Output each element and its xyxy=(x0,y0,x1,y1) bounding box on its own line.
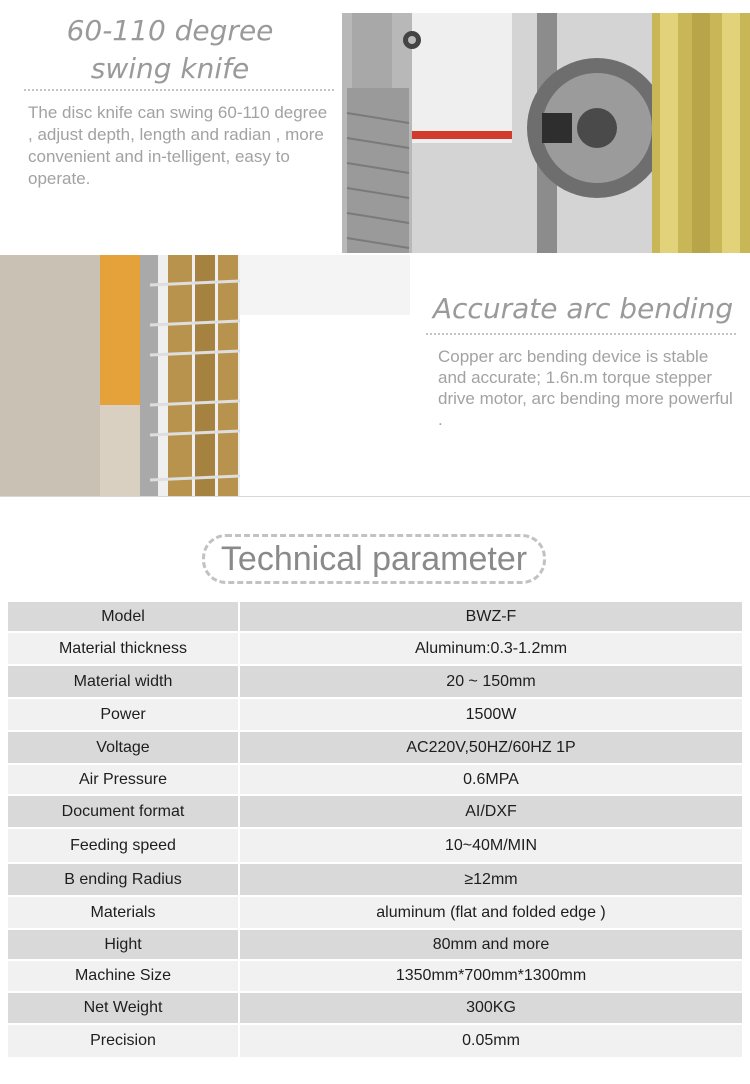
parameter-value: AI/DXF xyxy=(240,796,742,827)
parameter-value: 1500W xyxy=(240,699,742,730)
parameter-value: 1350mm*700mm*1300mm xyxy=(240,961,742,991)
parameter-value: 0.05mm xyxy=(240,1025,742,1057)
parameter-value: 300KG xyxy=(240,993,742,1023)
table-row xyxy=(8,796,742,827)
table-row xyxy=(8,732,742,763)
parameter-label: Hight xyxy=(8,930,238,959)
table-row xyxy=(8,829,742,862)
table-row xyxy=(8,633,742,664)
parameter-value: BWZ-F xyxy=(240,602,742,631)
table-row xyxy=(8,864,742,895)
section-separator xyxy=(0,496,750,497)
parameter-label: Power xyxy=(8,699,238,730)
table-row xyxy=(8,1025,742,1057)
parameter-label: Feeding speed xyxy=(8,829,238,862)
parameter-value: 10~40M/MIN xyxy=(240,829,742,862)
table-row xyxy=(8,699,742,730)
parameter-table xyxy=(8,602,742,1059)
swing-knife-title-line1: 60-110 degree xyxy=(66,14,274,47)
parameter-label: Model xyxy=(8,602,238,631)
parameter-label: Machine Size xyxy=(8,961,238,991)
parameter-label: Materials xyxy=(8,897,238,928)
arc-bending-illustration xyxy=(0,255,410,496)
dotted-divider xyxy=(24,89,334,91)
table-row xyxy=(8,765,742,794)
parameter-value: 80mm and more xyxy=(240,930,742,959)
technical-parameter-title: Technical parameter xyxy=(202,534,546,584)
table-row xyxy=(8,602,742,631)
parameter-label: Document format xyxy=(8,796,238,827)
table-row xyxy=(8,666,742,697)
table-row xyxy=(8,993,742,1023)
table-row xyxy=(8,961,742,991)
parameter-label: Voltage xyxy=(8,732,238,763)
swing-knife-illustration xyxy=(342,13,750,253)
parameter-value: 0.6MPA xyxy=(240,765,742,794)
swing-knife-title-line2: swing knife xyxy=(90,52,250,85)
parameter-label: B ending Radius xyxy=(8,864,238,895)
parameter-value: AC220V,50HZ/60HZ 1P xyxy=(240,732,742,763)
parameter-value: ≥12mm xyxy=(240,864,742,895)
parameter-value: Aluminum:0.3-1.2mm xyxy=(240,633,742,664)
parameter-value: 20 ~ 150mm xyxy=(240,666,742,697)
swing-knife-description: The disc knife can swing 60-110 degree , adjust depth, length and radian , more convenient and in-telligent, easy to operate. xyxy=(28,103,328,188)
arc-bending-photo xyxy=(0,255,410,496)
arc-bending-description: Copper arc bending device is stable and accurate; 1.6n.m torque stepper drive motor, arc bending more powerful . xyxy=(438,347,733,429)
dotted-divider xyxy=(426,333,736,335)
swing-knife-title xyxy=(20,12,320,88)
table-row xyxy=(8,930,742,959)
table-row xyxy=(8,897,742,928)
arc-bending-title: Accurate arc bending xyxy=(432,292,734,325)
parameter-value: aluminum (flat and folded edge ) xyxy=(240,897,742,928)
parameter-label: Material width xyxy=(8,666,238,697)
parameter-label: Air Pressure xyxy=(8,765,238,794)
swing-knife-photo xyxy=(342,13,750,253)
parameter-label: Material thickness xyxy=(8,633,238,664)
parameter-label: Net Weight xyxy=(8,993,238,1023)
parameter-label: Precision xyxy=(8,1025,238,1057)
